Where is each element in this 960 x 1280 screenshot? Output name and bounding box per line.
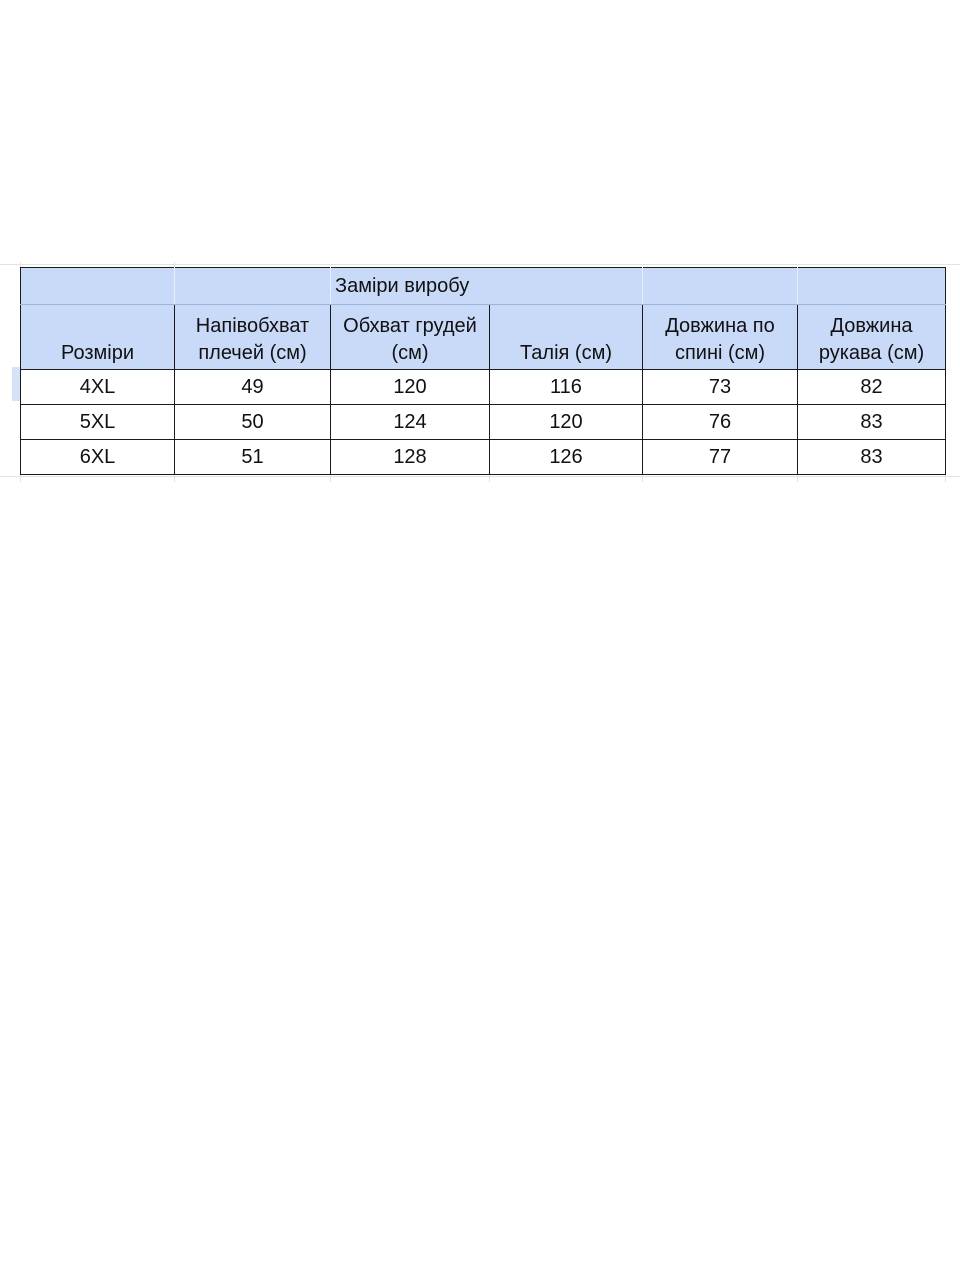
sleeve-length-cell[interactable]: 83 (798, 405, 946, 440)
waist-cell[interactable]: 120 (490, 405, 643, 440)
sleeve-length-cell[interactable]: 83 (798, 440, 946, 475)
header-cell-empty[interactable] (798, 268, 946, 305)
table-row (21, 440, 946, 475)
table-row (21, 405, 946, 440)
back-length-cell[interactable]: 73 (643, 370, 798, 405)
chest-cell[interactable]: 124 (331, 405, 490, 440)
gridline (0, 476, 960, 477)
spreadsheet-area (0, 262, 960, 482)
column-header-back-length[interactable]: Довжина по спині (см) (643, 305, 798, 370)
sleeve-length-cell[interactable]: 82 (798, 370, 946, 405)
chest-cell[interactable]: 128 (331, 440, 490, 475)
column-header-shoulders[interactable]: Напівобхват плечей (см) (175, 305, 331, 370)
size-cell[interactable]: 4XL (21, 370, 175, 405)
group-header-row (21, 268, 946, 305)
column-header-waist[interactable]: Талія (см) (490, 305, 643, 370)
size-chart-table (20, 267, 946, 475)
back-length-cell[interactable]: 77 (643, 440, 798, 475)
size-cell[interactable]: 5XL (21, 405, 175, 440)
header-cell-empty[interactable] (175, 268, 331, 305)
waist-cell[interactable]: 126 (490, 440, 643, 475)
shoulders-cell[interactable]: 49 (175, 370, 331, 405)
shoulders-cell[interactable]: 50 (175, 405, 331, 440)
group-title: Заміри виробу (335, 274, 470, 297)
column-header-size[interactable]: Розміри (21, 305, 175, 370)
header-cell-empty[interactable] (643, 268, 798, 305)
column-header-sleeve-length[interactable]: Довжина рукава (см) (798, 305, 946, 370)
row-selection-marker (12, 367, 20, 401)
column-header-row (21, 305, 946, 370)
column-header-chest[interactable]: Обхват грудей (см) (331, 305, 490, 370)
back-length-cell[interactable]: 76 (643, 405, 798, 440)
group-title-cell[interactable] (331, 268, 643, 305)
header-cell-empty[interactable] (21, 268, 175, 305)
table-row (21, 370, 946, 405)
waist-cell[interactable]: 116 (490, 370, 643, 405)
shoulders-cell[interactable]: 51 (175, 440, 331, 475)
chest-cell[interactable]: 120 (331, 370, 490, 405)
size-cell[interactable]: 6XL (21, 440, 175, 475)
gridline (0, 264, 960, 265)
